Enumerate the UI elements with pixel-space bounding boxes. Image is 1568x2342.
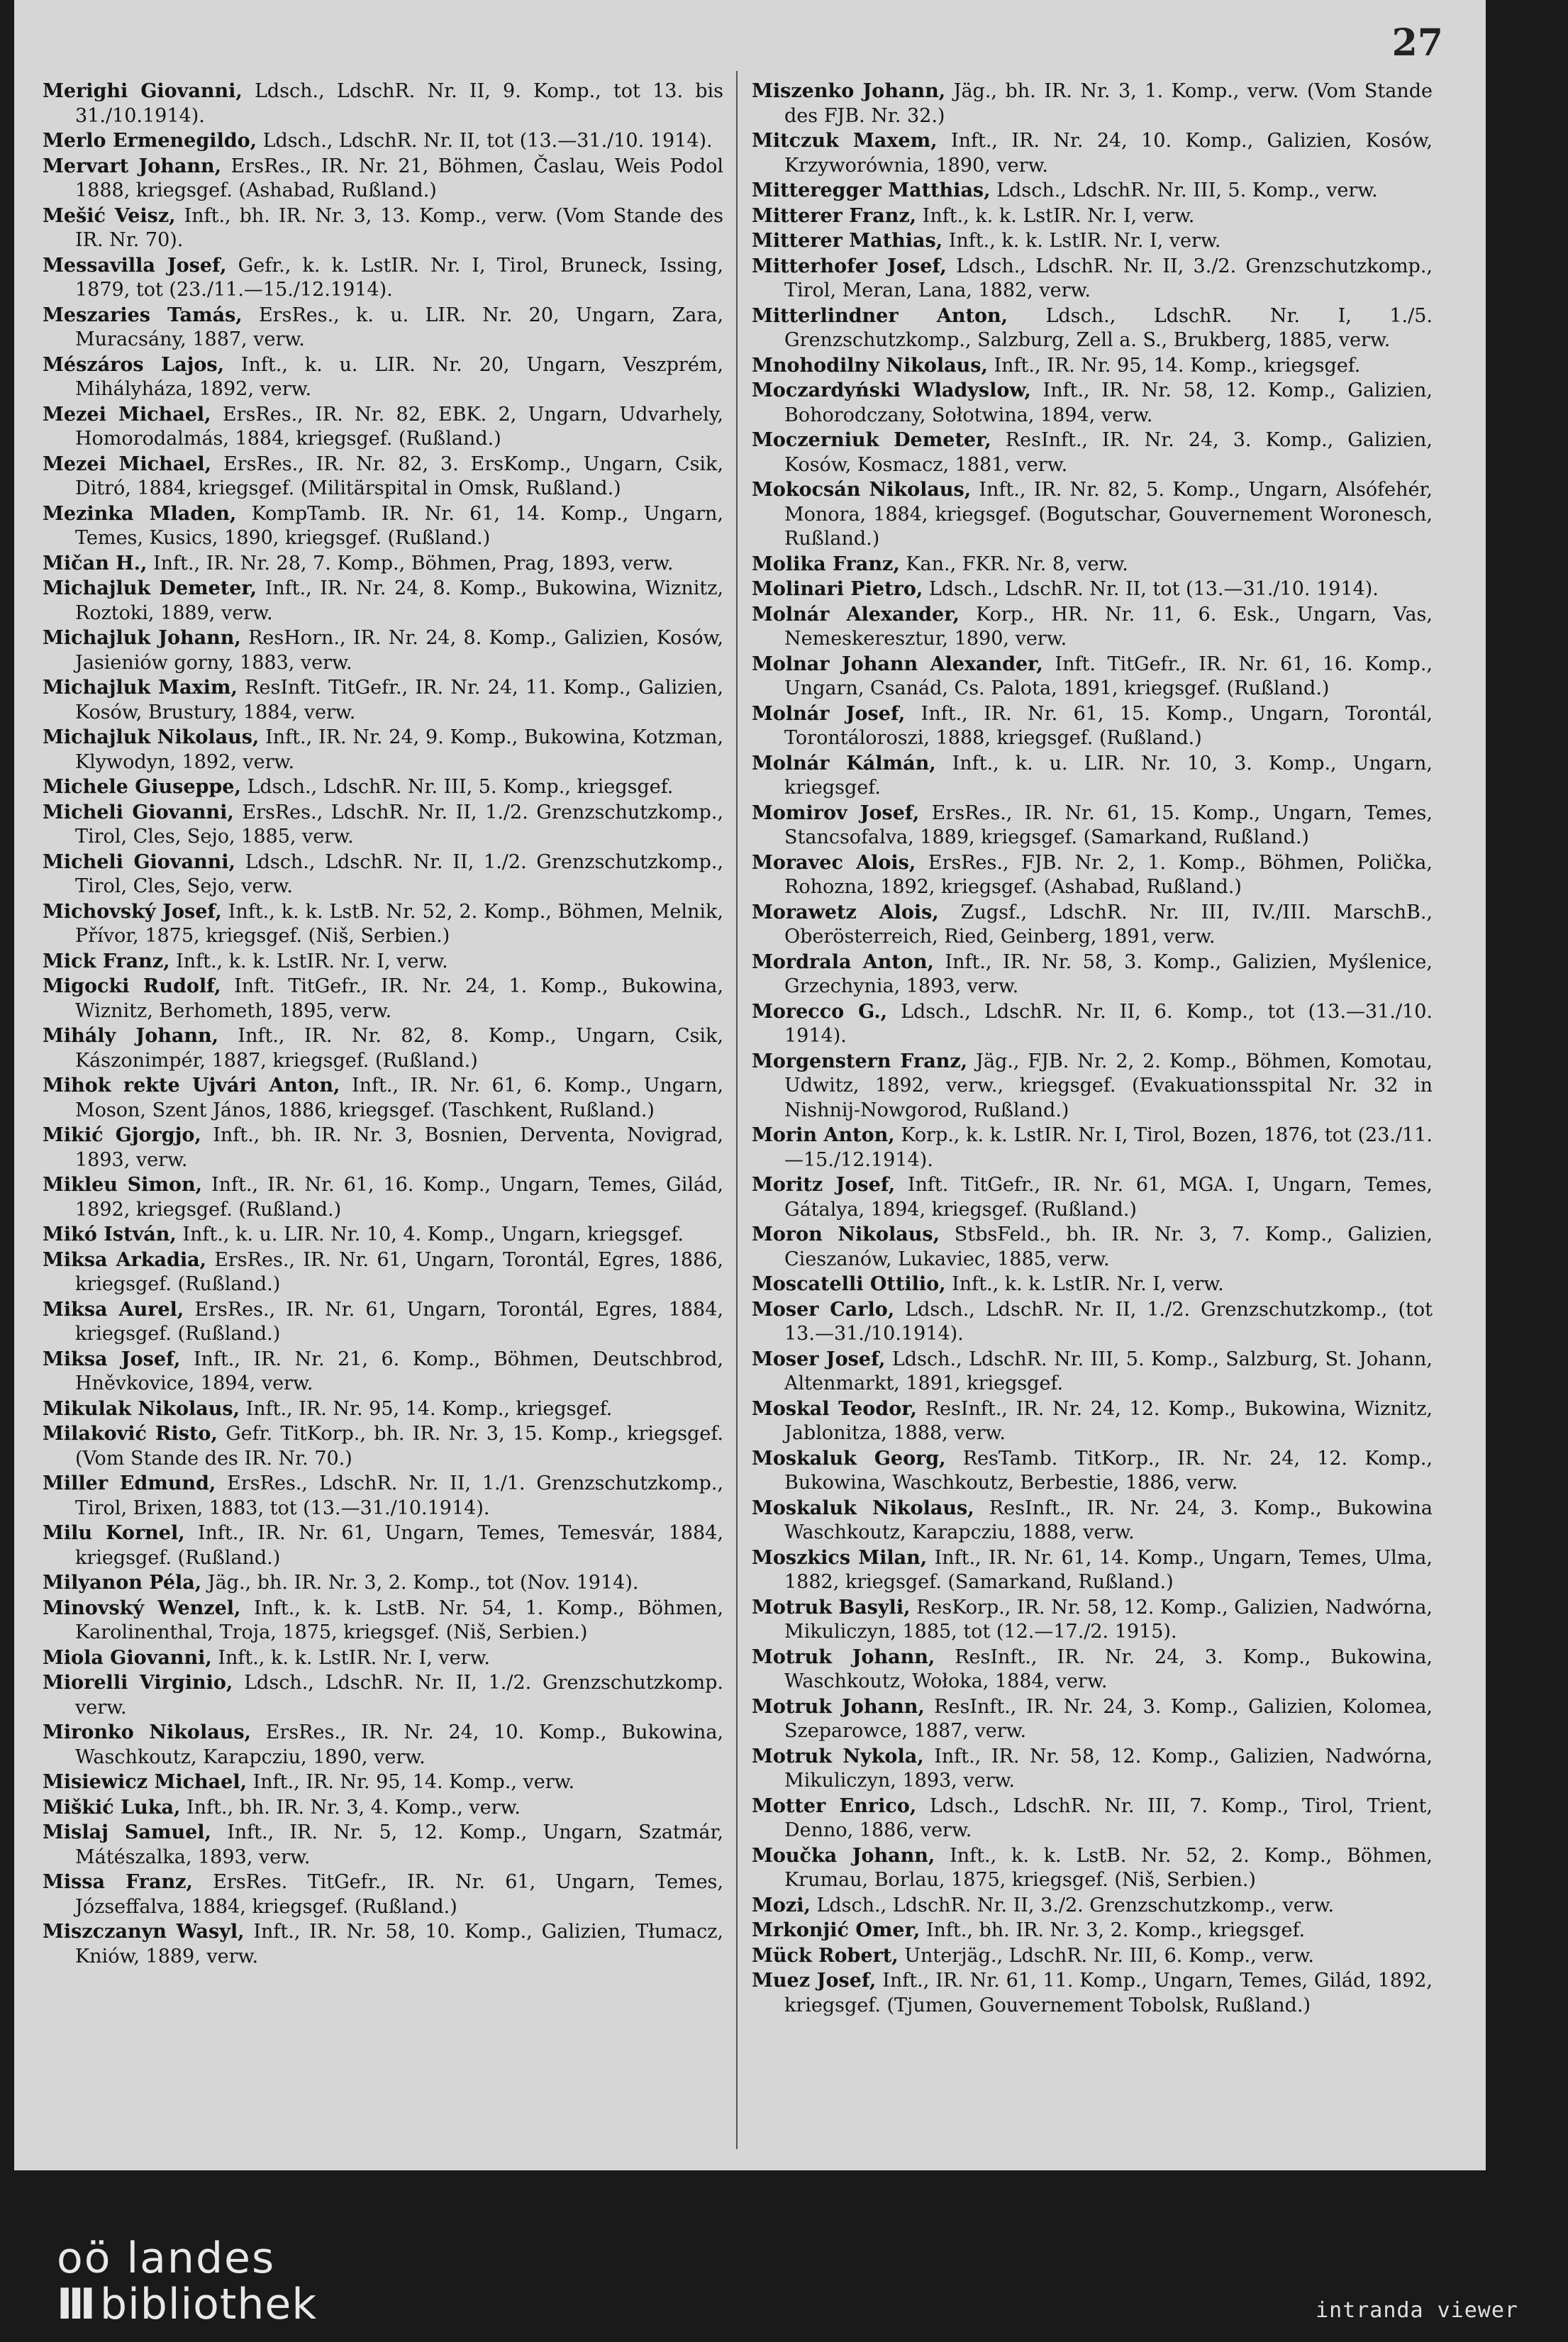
entry-details: Inft., IR. Nr. 95, 14. Komp., kriegsgef. (239, 1397, 613, 1420)
entry-name: Mičan H., (43, 552, 148, 575)
entry-name: Mészáros Lajos, (43, 353, 225, 376)
entry-details: Ldsch., LdschR. Nr. II, 1./2. Grenzschutzkomp. verw. (75, 1672, 723, 1719)
entry-details: Inft. TitGefr., IR. Nr. 61, MGA. I, Ungarn, Temes, Gátalya, 1894, kriegsgef. (Rußland.) (784, 1174, 1433, 1221)
entry-name: Mitczuk Maxem, (752, 130, 938, 152)
page-number: 27 (1391, 21, 1443, 65)
register-entry (43, 626, 723, 675)
entry-name: Michajluk Johann, (43, 627, 241, 649)
entry-details: Jäg., FJB. Nr. 2, 2. Komp., Böhmen, Komotau, Udwitz, 1892, verw., kriegsgef. (Evakuationsspital Nr. 32 in Nishnij-Nowgorod, Rußland.) (784, 1050, 1433, 1121)
entry-details: ErsRes., LdschR. Nr. II, 1./2. Grenzschutzkomp., Tirol, Cles, Sejo, 1885, verw. (75, 801, 723, 848)
register-entry (752, 1844, 1433, 1893)
entry-name: Milaković Risto, (43, 1423, 218, 1445)
entry-name: Molinari Pietro, (752, 578, 923, 600)
entry-name: Messavilla Josef, (43, 254, 227, 277)
entry-details: Inft., IR. Nr. 61, 16. Komp., Ungarn, Temes, Gilád, 1892, kriegsgef. (Rußland.) (75, 1174, 724, 1221)
entry-name: Mitterer Franz, (752, 204, 917, 227)
entry-name: Momirov Josef, (752, 801, 920, 824)
register-entry (43, 1472, 723, 1521)
entry-name: Mervart Johann, (43, 155, 222, 177)
library-logo (57, 2233, 318, 2329)
entry-name: Muez Josef, (752, 1970, 877, 1992)
register-entry (752, 1000, 1433, 1049)
logo-line-2 (57, 2281, 317, 2328)
entry-details: ErsRes., FJB. Nr. 2, 1. Komp., Böhmen, Polička, Rohozna, 1892, kriegsgef. (Ashabad, Rußland.) (784, 851, 1433, 898)
entry-details: Inft., bh. IR. Nr. 3, 13. Komp., verw. (Vom Stande des IR. Nr. 70). (75, 204, 723, 251)
entry-details: Inft., k. u. LIR. Nr. 10, 3. Komp., Ungarn, kriegsgef. (784, 752, 1433, 799)
register-entry (752, 752, 1433, 801)
entry-name: Migocki Rudolf, (43, 975, 221, 997)
entry-details: ErsRes., IR. Nr. 82, EBK. 2, Ungarn, Udvarhely, Homorodalmás, 1884, kriegsgef. (Rußland.) (75, 403, 723, 450)
register-entry (752, 1447, 1433, 1496)
entry-details: Inft., IR. Nr. 21, 6. Komp., Böhmen, Deutschbrod, Hněvkovice, 1894, verw. (75, 1348, 724, 1394)
entry-name: Mislaj Samuel, (43, 1821, 211, 1843)
register-entry (43, 1173, 723, 1222)
register-entry (43, 577, 723, 626)
register-entry (43, 1796, 723, 1821)
entry-details: Inft., IR. Nr. 95, 14. Komp., kriegsgef. (987, 354, 1361, 377)
logo-line-2-text: bibliothek (99, 2280, 318, 2329)
register-entry (752, 1298, 1433, 1347)
entry-details: Ldsch., LdschR. Nr. III, 5. Komp., Salzburg, St. Johann, Altenmarkt, 1891, kriegsgef. (784, 1348, 1433, 1394)
entry-name: Mitterer Mathias, (752, 230, 943, 252)
entry-name: Mešić Veisz, (43, 204, 176, 227)
register-entry (43, 1422, 723, 1471)
register-entry (43, 1646, 723, 1671)
entry-name: Moser Carlo, (752, 1298, 895, 1321)
entry-name: Mozi, (752, 1894, 811, 1916)
entry-name: Moscatelli Ottilio, (752, 1273, 946, 1295)
entry-details: Inft., k. k. LstIR. Nr. I, verw. (916, 204, 1195, 227)
entry-name: Motruk Johann, (752, 1645, 935, 1668)
register-entry (752, 851, 1433, 900)
entry-details: ResKorp., IR. Nr. 58, 12. Komp., Galizien, Nadwórna, Mikuliczyn, 1885, tot (12.—17./2. 1915). (784, 1596, 1433, 1643)
entry-name: Morawetz Alois, (752, 901, 939, 923)
register-entry (752, 229, 1433, 254)
entry-details: Inft., IR. Nr. 61, 11. Komp., Ungarn, Temes, Gilád, 1892, kriegsgef. (Tjumen, Gouvernement Tobolsk, Rußland.) (784, 1970, 1433, 2016)
register-entry (752, 179, 1433, 204)
viewer-label: intranda viewer (1316, 2298, 1518, 2323)
register-entry (43, 1770, 723, 1795)
register-entry (752, 603, 1433, 652)
register-entry (43, 975, 723, 1023)
entry-name: Mezinka Mladen, (43, 502, 237, 525)
entry-details: Inft., bh. IR. Nr. 3, Bosnien, Derventa, Novigrad, 1893, verw. (75, 1124, 723, 1171)
entry-details: Unterjäg., LdschR. Nr. III, 6. Komp., verw. (898, 1944, 1314, 1967)
register-entry (43, 1671, 723, 1720)
entry-name: Miksa Aurel, (43, 1298, 184, 1321)
entry-details: Inft., IR. Nr. 24, 8. Komp., Bukowina, Wiznitz, Roztoki, 1889, verw. (75, 577, 724, 624)
entry-details: Zugsf., LdschR. Nr. III, IV./III. MarschB., Oberösterreich, Ried, Geinberg, 1891, verw. (784, 901, 1433, 948)
entry-details: Inft., k. k. LstB. Nr. 54, 1. Komp., Böhmen, Karolinenthal, Troja, 1875, kriegsgef. (Niš, Serbien.) (75, 1597, 723, 1643)
entry-details: ResInft., IR. Nr. 24, 3. Komp., Galizien, Kosów, Kosmacz, 1881, verw. (784, 429, 1433, 476)
register-entry (752, 204, 1433, 229)
register-entry (752, 1894, 1433, 1919)
entry-details: Inft., bh. IR. Nr. 3, 2. Komp., kriegsgef. (920, 1919, 1306, 1941)
register-entry (43, 155, 723, 204)
entry-details: Gefr., k. k. LstIR. Nr. I, Tirol, Bruneck, Issing, 1879, tot (23./11.—15./12.1914). (75, 254, 723, 301)
register-entry (43, 1821, 723, 1870)
entry-details: Inft., k. k. LstIR. Nr. I, verw. (211, 1646, 490, 1669)
entry-name: Mordrala Anton, (752, 950, 934, 973)
entry-name: Moszkics Milan, (752, 1546, 928, 1569)
entry-details: Inft., k. k. LstIR. Nr. I, verw. (943, 230, 1221, 252)
entry-details: Inft., IR. Nr. 58, 12. Komp., Galizien, Bohorodczany, Sołotwina, 1894, verw. (784, 379, 1433, 426)
register-entry (752, 702, 1433, 751)
register-entry (752, 1645, 1433, 1694)
register-entry (43, 950, 723, 975)
entry-details: Korp., k. k. LstIR. Nr. I, Tirol, Bozen, 1876, tot (23./11.—15./12.1914). (784, 1124, 1433, 1171)
register-entry (43, 726, 723, 775)
register-entry (43, 1298, 723, 1347)
register-entry (43, 79, 723, 128)
entry-details: ErsRes., LdschR. Nr. II, 1./1. Grenzschutzkomp., Tirol, Brixen, 1883, tot (13.—31./10.1914). (75, 1472, 723, 1519)
entry-name: Mitteregger Matthias, (752, 179, 991, 201)
entry-name: Mokocsán Nikolaus, (752, 479, 972, 501)
entry-details: Gefr. TitKorp., bh. IR. Nr. 3, 15. Komp., kriegsgef. (Vom Stande des IR. Nr. 70.) (75, 1423, 723, 1470)
entry-details: Inft., IR. Nr. 95, 14. Komp., verw. (247, 1771, 575, 1793)
entry-name: Moučka Johann, (752, 1844, 935, 1867)
document-page (14, 0, 1486, 2170)
entry-name: Missa Franz, (43, 1871, 193, 1893)
entry-name: Motruk Basyli, (752, 1596, 911, 1619)
entry-name: Mihok rekte Ujvári Anton, (43, 1075, 340, 1097)
entry-name: Merighi Giovanni, (43, 80, 243, 102)
entry-name: Merlo Ermenegildo, (43, 130, 257, 152)
entry-details: Inft., IR. Nr. 82, 8. Komp., Ungarn, Csik, Kászonimpér, 1887, kriegsgef. (Rußland.) (75, 1025, 723, 1072)
right-column (752, 79, 1433, 2019)
entry-name: Miškić Luka, (43, 1796, 181, 1819)
entry-details: Ldsch., LdschR. Nr. III, 5. Komp., verw. (990, 179, 1378, 201)
entry-details: ResInft., IR. Nr. 24, 12. Komp., Bukowina, Wiznitz, Jablonitza, 1888, verw. (784, 1397, 1433, 1444)
entry-name: Mezei Michael, (43, 403, 211, 426)
entry-details: ResInft., IR. Nr. 24, 3. Komp., Galizien, Kolomea, Szeparowce, 1887, verw. (784, 1695, 1433, 1742)
entry-name: Miszczanyn Wasyl, (43, 1921, 245, 1943)
entry-name: Michajluk Maxim, (43, 677, 238, 699)
register-entry (43, 1571, 723, 1596)
entry-name: Moskaluk Nikolaus, (752, 1497, 974, 1519)
entry-details: Inft., k. k. LstB. Nr. 52, 2. Komp., Böhmen, Melnik, Přívor, 1875, kriegsgef. (Niš, Serbien.) (75, 900, 723, 947)
entry-details: ErsRes., IR. Nr. 82, 3. ErsKomp., Ungarn, Csik, Ditró, 1884, kriegsgef. (Militärspital in Omsk, Rußland.) (75, 453, 724, 499)
register-entry (43, 1248, 723, 1297)
entry-details: ErsRes., IR. Nr. 61, 15. Komp., Ungarn, Temes, Stancsofalva, 1889, kriegsgef. (Samarkand, Rußland.) (784, 801, 1433, 848)
register-entry (43, 1074, 723, 1123)
register-entry (43, 900, 723, 949)
entry-name: Moser Josef, (752, 1348, 886, 1370)
entry-details: ErsRes. TitGefr., IR. Nr. 61, Ungarn, Temes, Józseffalva, 1884, kriegsgef. (Rußland.) (75, 1871, 723, 1918)
entry-name: Michele Giuseppe, (43, 776, 241, 798)
entry-details: ErsRes., k. u. LIR. Nr. 20, Ungarn, Zara, Muracsány, 1887, verw. (75, 304, 723, 350)
entry-details: Inft., IR. Nr. 58, 3. Komp., Galizien, Myślenice, Grzechynia, 1893, verw. (784, 950, 1433, 997)
entry-details: Ldsch., LdschR. Nr. III, 7. Komp., Tirol, Trient, Denno, 1886, verw. (784, 1794, 1433, 1841)
register-entry (43, 129, 723, 154)
entry-details: Ldsch., LdschR. Nr. I, 1./5. Grenzschutzkomp., Salzburg, Zell a. S., Brukberg, 1885, verw. (784, 304, 1433, 351)
register-entry (752, 1123, 1433, 1172)
register-entry (43, 1870, 723, 1919)
entry-details: ErsRes., IR. Nr. 24, 10. Komp., Bukowina, Waschkoutz, Karapcziu, 1890, verw. (75, 1721, 723, 1768)
entry-name: Mitterlindner Anton, (752, 304, 1008, 327)
entry-details: Jäg., bh. IR. Nr. 3, 2. Komp., tot (Nov. 1914). (201, 1572, 639, 1594)
register-entry (43, 1597, 723, 1645)
entry-name: Moskaluk Georg, (752, 1447, 946, 1470)
entry-details: Inft., IR. Nr. 24, 10. Komp., Galizien, Kosów, Krzyworównia, 1890, verw. (784, 130, 1433, 177)
entry-name: Michovský Josef, (43, 900, 222, 923)
register-entry (752, 79, 1433, 128)
register-entry (752, 379, 1433, 428)
entry-name: Micheli Giovanni, (43, 850, 235, 873)
entry-details: Inft., IR. Nr. 61, Ungarn, Temes, Temesvár, 1884, kriegsgef. (Rußland.) (75, 1522, 723, 1569)
entry-details: Inft., IR. Nr. 24, 9. Komp., Bukowina, Kotzman, Klywodyn, 1892, verw. (75, 726, 724, 773)
entry-details: Inft., IR. Nr. 28, 7. Komp., Böhmen, Prag, 1893, verw. (147, 552, 674, 575)
entry-name: Mikó István, (43, 1223, 177, 1245)
register-entry (752, 1745, 1433, 1794)
entry-name: Mück Robert, (752, 1944, 899, 1967)
entry-details: Inft., IR. Nr. 5, 12. Komp., Ungarn, Szatmár, Mátészalka, 1893, verw. (75, 1821, 723, 1868)
register-entry (752, 1596, 1433, 1645)
register-entry (43, 801, 723, 850)
entry-name: Michajluk Nikolaus, (43, 726, 260, 748)
entry-details: Inft., k. k. LstIR. Nr. I, verw. (945, 1273, 1224, 1295)
register-entry (752, 653, 1433, 701)
column-divider (736, 71, 738, 2149)
entry-name: Moczardyński Wladyslow, (752, 379, 1031, 401)
register-entry (752, 304, 1433, 353)
entry-name: Mikulak Nikolaus, (43, 1397, 240, 1420)
entry-details: ResInft., IR. Nr. 24, 3. Komp., Bukowina, Waschkoutz, Wołoka, 1884, verw. (784, 1645, 1433, 1692)
register-entry (43, 353, 723, 402)
register-entry (43, 676, 723, 725)
entry-name: Moron Nikolaus, (752, 1223, 940, 1245)
entry-name: Mihály Johann, (43, 1025, 219, 1047)
entry-name: Miorelli Virginio, (43, 1672, 233, 1694)
entry-details: Inft., k. u. LIR. Nr. 10, 4. Komp., Ungarn, kriegsgef. (176, 1223, 684, 1245)
register-entry (752, 478, 1433, 552)
entry-details: Kan., FKR. Nr. 8, verw. (899, 553, 1128, 575)
entry-name: Mitterhofer Josef, (752, 255, 947, 277)
register-entry (43, 304, 723, 353)
entry-name: Miksa Josef, (43, 1348, 181, 1370)
register-entry (752, 901, 1433, 950)
register-entry (752, 1794, 1433, 1843)
entry-name: Mrkonjić Omer, (752, 1919, 921, 1941)
entry-name: Miszenko Johann, (752, 80, 946, 102)
entry-name: Moskal Teodor, (752, 1397, 917, 1420)
register-entry (43, 552, 723, 577)
register-entry (752, 553, 1433, 577)
entry-details: Inft., IR. Nr. 58, 12. Komp., Galizien, Nadwórna, Mikuliczyn, 1893, verw. (784, 1745, 1433, 1792)
entry-name: Mironko Nikolaus, (43, 1721, 251, 1743)
entry-details: Inft., IR. Nr. 58, 10. Komp., Galizien, Tłumacz, Kniów, 1889, verw. (75, 1921, 724, 1968)
register-entry (43, 1348, 723, 1397)
register-entry (752, 1397, 1433, 1446)
register-entry (43, 850, 723, 899)
entry-details: Inft., k. u. LIR. Nr. 20, Ungarn, Veszprém, Mihályháza, 1892, verw. (75, 353, 723, 400)
entry-details: ResInft. TitGefr., IR. Nr. 24, 11. Komp., Galizien, Kosów, Brustury, 1884, verw. (75, 677, 723, 723)
entry-details: Inft., IR. Nr. 82, 5. Komp., Ungarn, Alsófehér, Monora, 1884, kriegsgef. (Bogutschar, Gouvernement Woronesch, Rußland.) (784, 479, 1433, 550)
entry-details: ResTamb. TitKorp., IR. Nr. 24, 12. Komp., Bukowina, Waschkoutz, Berbestie, 1886, verw. (784, 1447, 1433, 1494)
register-entry (752, 577, 1433, 602)
register-entry (752, 1969, 1433, 2018)
logo-bars-icon: III (57, 2280, 91, 2329)
register-entry (752, 255, 1433, 304)
entry-details: ErsRes., IR. Nr. 61, Ungarn, Torontál, Egres, 1886, kriegsgef. (Rußland.) (75, 1248, 723, 1295)
entry-name: Mick Franz, (43, 950, 170, 972)
entry-name: Mikić Gjorgjo, (43, 1124, 201, 1146)
entry-details: Ldsch., LdschR. Nr. II, tot (13.—31./10. 1914). (257, 130, 713, 152)
entry-details: Ldsch., LdschR. Nr. II, 3./2. Grenzschutzkomp., Tirol, Meran, Lana, 1882, verw. (784, 255, 1433, 301)
entry-details: Inft., IR. Nr. 61, 15. Komp., Ungarn, Torontál, Torontáloroszi, 1888, kriegsgef. (Rußland.) (784, 702, 1433, 749)
entry-details: Jäg., bh. IR. Nr. 3, 1. Komp., verw. (Vom Stande des FJB. Nr. 32.) (784, 80, 1433, 127)
entry-name: Molika Franz, (752, 553, 900, 575)
entry-name: Milu Kornel, (43, 1522, 185, 1544)
register-entry (752, 1050, 1433, 1123)
entry-details: Ldsch., LdschR. Nr. II, tot (13.—31./10. 1914). (923, 578, 1379, 600)
entry-name: Mikleu Simon, (43, 1174, 203, 1196)
entry-name: Morin Anton, (752, 1124, 895, 1146)
entry-name: Molnár Kálmán, (752, 752, 936, 775)
entry-name: Morgenstern Franz, (752, 1050, 968, 1072)
entry-details: StbsFeld., bh. IR. Nr. 3, 7. Komp., Galizien, Cieszanów, Lukaviec, 1885, verw. (784, 1223, 1433, 1270)
entry-details: Ldsch., LdschR. Nr. II, 9. Komp., tot 13. bis 31./10.1914). (75, 80, 724, 127)
entry-details: Inft., IR. Nr. 61, 14. Komp., Ungarn, Temes, Ulma, 1882, kriegsgef. (Samarkand, Rußland.) (784, 1546, 1433, 1593)
register-entry (752, 1497, 1433, 1545)
register-entry (752, 1919, 1433, 1943)
entry-details: Ldsch., LdschR. Nr. II, 3./2. Grenzschutzkomp., verw. (810, 1894, 1335, 1916)
register-entry (43, 453, 723, 501)
entry-name: Moravec Alois, (752, 851, 916, 874)
register-entry (752, 1348, 1433, 1397)
register-entry (43, 1024, 723, 1073)
entry-details: Ldsch., LdschR. Nr. II, 1./2. Grenzschutzkomp., (tot 13.—31./10.1914). (784, 1298, 1433, 1345)
entry-details: Korp., HR. Nr. 11, 6. Esk., Ungarn, Vas, Nemeskeresztur, 1890, verw. (784, 603, 1433, 650)
register-entry (43, 502, 723, 551)
entry-name: Mezei Michael, (43, 453, 212, 475)
entry-name: Mnohodilny Nikolaus, (752, 354, 988, 377)
entry-name: Moritz Josef, (752, 1174, 896, 1196)
register-entry (752, 428, 1433, 477)
entry-details: ErsRes., IR. Nr. 61, Ungarn, Torontál, Egres, 1884, kriegsgef. (Rußland.) (75, 1298, 723, 1345)
entry-details: Inft., k. k. LstIR. Nr. I, verw. (169, 950, 448, 972)
entry-details: Inft., IR. Nr. 61, 6. Komp., Ungarn, Moson, Szent János, 1886, kriegsgef. (Taschkent, Rußland.) (75, 1075, 723, 1121)
entry-name: Miksa Arkadia, (43, 1248, 206, 1271)
entry-name: Molnar Johann Alexander, (752, 653, 1043, 675)
register-entry (752, 1173, 1433, 1222)
register-entry (43, 254, 723, 303)
entry-name: Moczerniuk Demeter, (752, 429, 991, 451)
logo-line-1: oö landes (57, 2233, 276, 2283)
entry-name: Motruk Nykola, (752, 1745, 924, 1767)
entry-details: ResHorn., IR. Nr. 24, 8. Komp., Galizien, Kosów, Jasieniów gorny, 1883, verw. (75, 627, 723, 674)
entry-name: Molnár Alexander, (752, 603, 960, 626)
entry-name: Misiewicz Michael, (43, 1771, 247, 1793)
register-entry (752, 1546, 1433, 1595)
entry-details: Ldsch., LdschR. Nr. II, 1./2. Grenzschutzkomp., Tirol, Cles, Sejo, verw. (75, 850, 723, 897)
register-entry (752, 1944, 1433, 1969)
entry-name: Morecco G., (752, 1000, 887, 1023)
register-entry (43, 1920, 723, 1969)
left-column (43, 79, 723, 1970)
register-entry (752, 950, 1433, 999)
entry-name: Milyanon Péla, (43, 1572, 202, 1594)
register-entry (752, 1695, 1433, 1744)
register-entry (752, 354, 1433, 379)
register-entry (43, 1223, 723, 1248)
entry-name: Motruk Johann, (752, 1695, 925, 1718)
register-entry (43, 1521, 723, 1570)
register-entry (752, 1223, 1433, 1272)
register-entry (752, 801, 1433, 850)
entry-details: ErsRes., IR. Nr. 21, Böhmen, Časlau, Weis Podol 1888, kriegsgef. (Ashabad, Rußland.) (75, 155, 723, 201)
entry-details: Ldsch., LdschR. Nr. III, 5. Komp., kriegsgef. (240, 776, 674, 798)
register-entry (752, 1272, 1433, 1297)
entry-details: Inft., bh. IR. Nr. 3, 4. Komp., verw. (180, 1796, 521, 1819)
entry-details: ResInft., IR. Nr. 24, 3. Komp., Bukowina Waschkoutz, Karapcziu, 1888, verw. (784, 1497, 1433, 1543)
entry-details: Inft. TitGefr., IR. Nr. 61, 16. Komp., Ungarn, Csanád, Cs. Palota, 1891, kriegsgef. (Rußland.) (784, 653, 1433, 699)
entry-details: Inft., k. k. LstB. Nr. 52, 2. Komp., Böhmen, Krumau, Borlau, 1875, kriegsgef. (Niš, Serbien.) (784, 1844, 1433, 1891)
register-entry (752, 129, 1433, 178)
viewer-footer (0, 2170, 1568, 2342)
entry-details: Inft. TitGefr., IR. Nr. 24, 1. Komp., Bukowina, Wiznitz, Berhometh, 1895, verw. (75, 975, 723, 1022)
register-entry (43, 1721, 723, 1770)
entry-name: Motter Enrico, (752, 1794, 917, 1817)
entry-name: Minovský Wenzel, (43, 1597, 241, 1619)
entry-name: Miller Edmund, (43, 1472, 216, 1494)
entry-name: Miola Giovanni, (43, 1646, 212, 1669)
entry-details: KompTamb. IR. Nr. 61, 14. Komp., Ungarn, Temes, Kusics, 1890, kriegsgef. (Rußland.) (75, 502, 723, 549)
register-entry (43, 204, 723, 253)
entry-name: Micheli Giovanni, (43, 801, 234, 823)
entry-name: Michajluk Demeter, (43, 577, 257, 599)
register-entry (43, 775, 723, 800)
register-entry (43, 403, 723, 452)
entry-name: Molnár Josef, (752, 702, 906, 725)
entry-details: Ldsch., LdschR. Nr. II, 6. Komp., tot (13.—31./10. 1914). (784, 1000, 1433, 1047)
register-entry (43, 1397, 723, 1422)
register-entry (43, 1123, 723, 1172)
entry-name: Meszaries Tamás, (43, 304, 243, 326)
